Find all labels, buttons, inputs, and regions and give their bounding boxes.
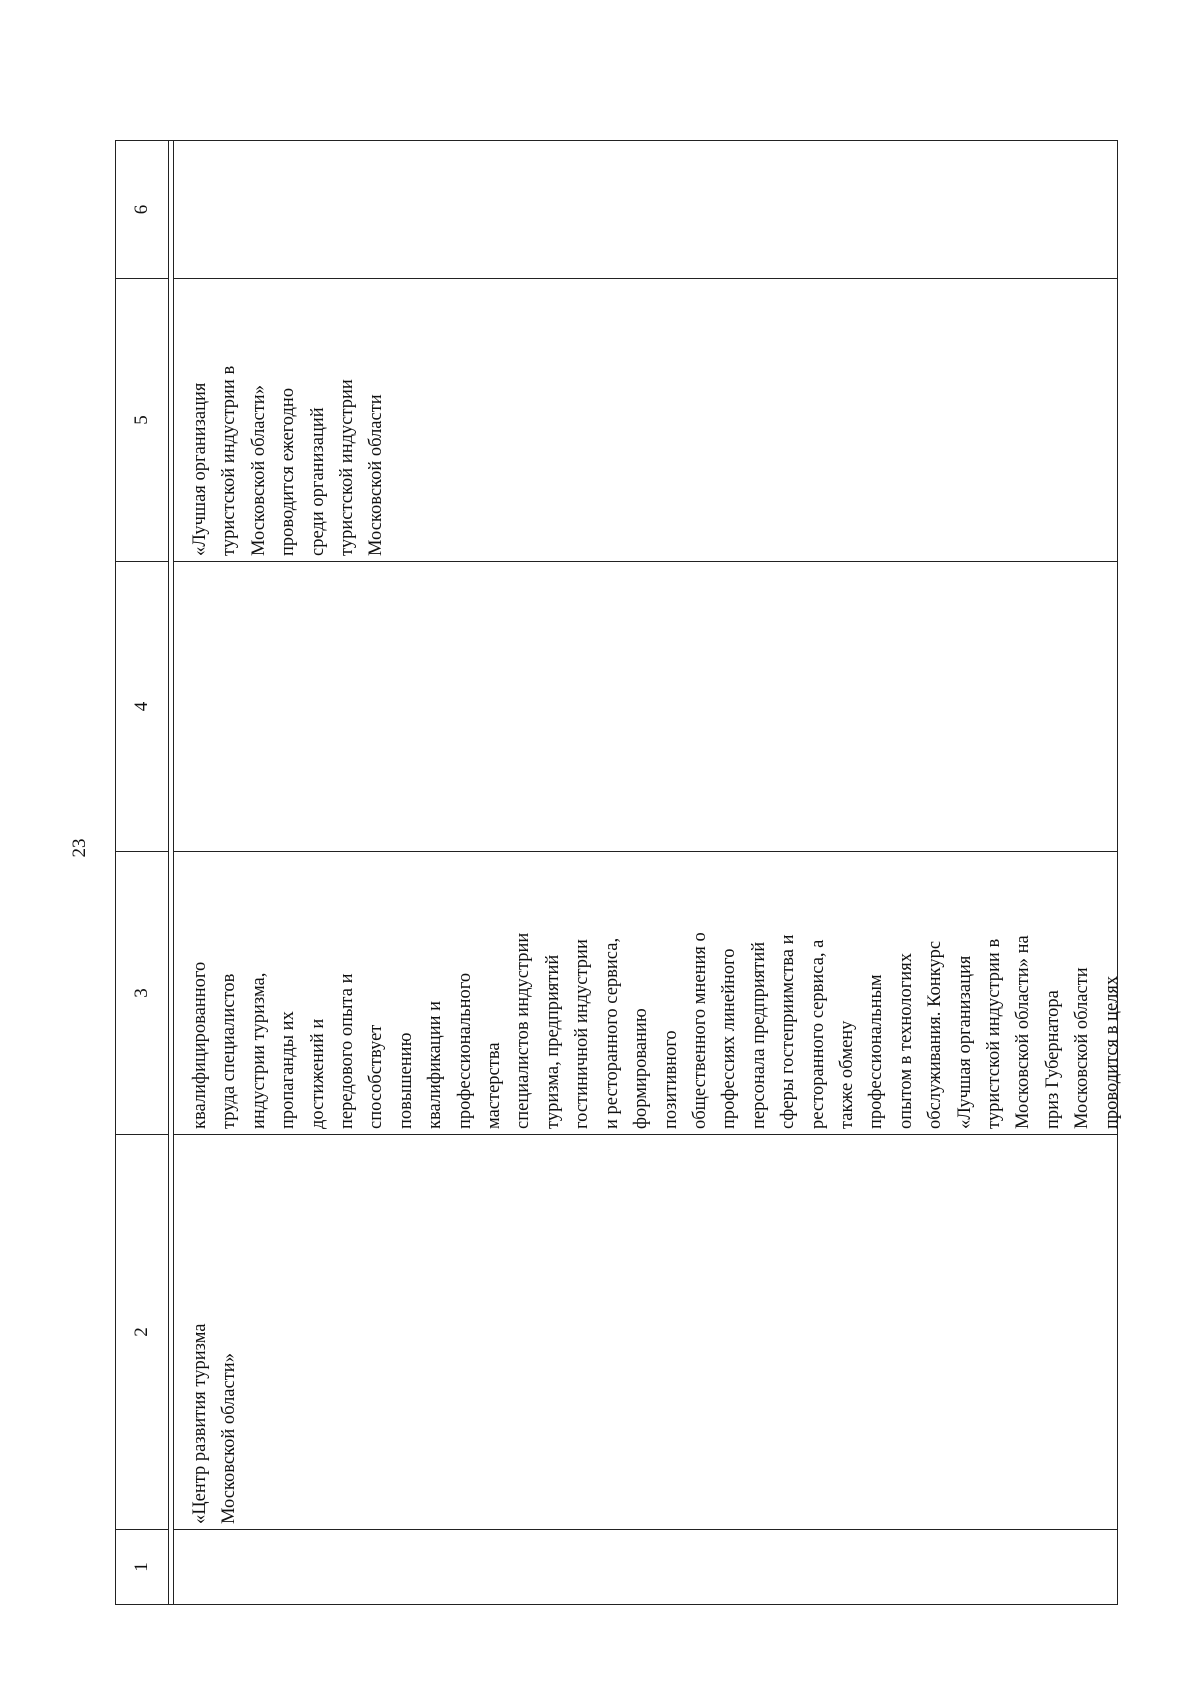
column-header-5: 5 [116, 278, 168, 561]
cell-text-line: специалистов индустрии [513, 932, 534, 1129]
cell-text-line: туристской индустрии в [219, 365, 240, 556]
cell-text-line: профессиональным [866, 974, 887, 1129]
cell-text-line: пропаганды их [278, 1011, 299, 1129]
cell-text-line: способствует [366, 1024, 387, 1129]
cell-text-line: обслуживания. Конкурс [925, 940, 946, 1129]
page-number: 23 [69, 838, 90, 858]
cell-text-line: проводится ежегодно [278, 387, 299, 556]
table-cell-col3 [174, 851, 1122, 1134]
cell-text-line: позитивного [660, 1030, 681, 1129]
cell-text-line: Московской области [366, 394, 387, 556]
table-cell-col6 [174, 141, 1117, 278]
cell-text-line: мастерства [484, 1042, 505, 1129]
cell-text-line: «Лучшая организация [190, 382, 210, 556]
column-header-4: 4 [116, 561, 168, 851]
cell-text-line: опытом в технологиях [895, 953, 916, 1129]
cell-text-line: ресторанного сервиса, а [807, 939, 828, 1129]
column-header-3: 3 [116, 851, 168, 1134]
column-header-1: 1 [116, 1529, 168, 1604]
cell-text-line: Московской области» на [1013, 935, 1034, 1129]
cell-text-line: труда специалистов [219, 973, 240, 1129]
cell-text-line: «Центр развития туризма [190, 1323, 210, 1524]
cell-text-line: персонала предприятий [748, 941, 769, 1129]
cell-text-line: профессионального [454, 972, 475, 1129]
table-row [174, 141, 1122, 1604]
table-header-row [116, 141, 169, 1604]
cell-text-line: Московской области» [219, 1353, 240, 1524]
cell-text-line: профессиях линейного [719, 948, 740, 1129]
cell-text-line: Московской области» [248, 385, 269, 556]
cell-text-line: и ресторанного сервиса, [601, 937, 622, 1129]
cell-text-line: туристской индустрии в [983, 938, 1004, 1129]
cell-text-line: формированию [631, 1008, 652, 1129]
cell-text-line: приз Губернатора [1042, 990, 1063, 1129]
cell-text-line: Московской области [1072, 967, 1093, 1129]
cell-text-line: проводится в целях [1101, 975, 1122, 1129]
column-header-2: 2 [116, 1134, 168, 1529]
table-cell-col1 [174, 1529, 1117, 1604]
cell-text-line: также обмену [836, 1020, 857, 1129]
cell-text-line: «Лучшая организация [954, 955, 975, 1129]
table-cell-col5 [174, 278, 1117, 561]
cell-text-line: туризма, предприятий [542, 954, 563, 1129]
cell-text-line: повышению [395, 1032, 416, 1129]
cell-text-line: передового опыта и [337, 973, 358, 1129]
table-cell-col2 [174, 1134, 1117, 1529]
document-table [115, 140, 1122, 1605]
cell-text-line: среди организаций [307, 407, 328, 556]
column-header-6: 6 [131, 204, 152, 215]
cell-text-line: квалификации и [425, 1000, 446, 1129]
cell-text-line: достижений и [307, 1018, 328, 1129]
cell-text-line: общественного мнения о [689, 932, 710, 1129]
table-cell-col4 [174, 561, 1117, 851]
cell-text-line: индустрии туризма, [248, 972, 269, 1129]
cell-text-line: гостиничной индустрии [572, 939, 593, 1129]
cell-text-line: квалифицированного [190, 961, 210, 1129]
cell-text-line: туристской индустрии [337, 379, 358, 556]
cell-text-line: сферы гостеприимства и [778, 934, 799, 1129]
